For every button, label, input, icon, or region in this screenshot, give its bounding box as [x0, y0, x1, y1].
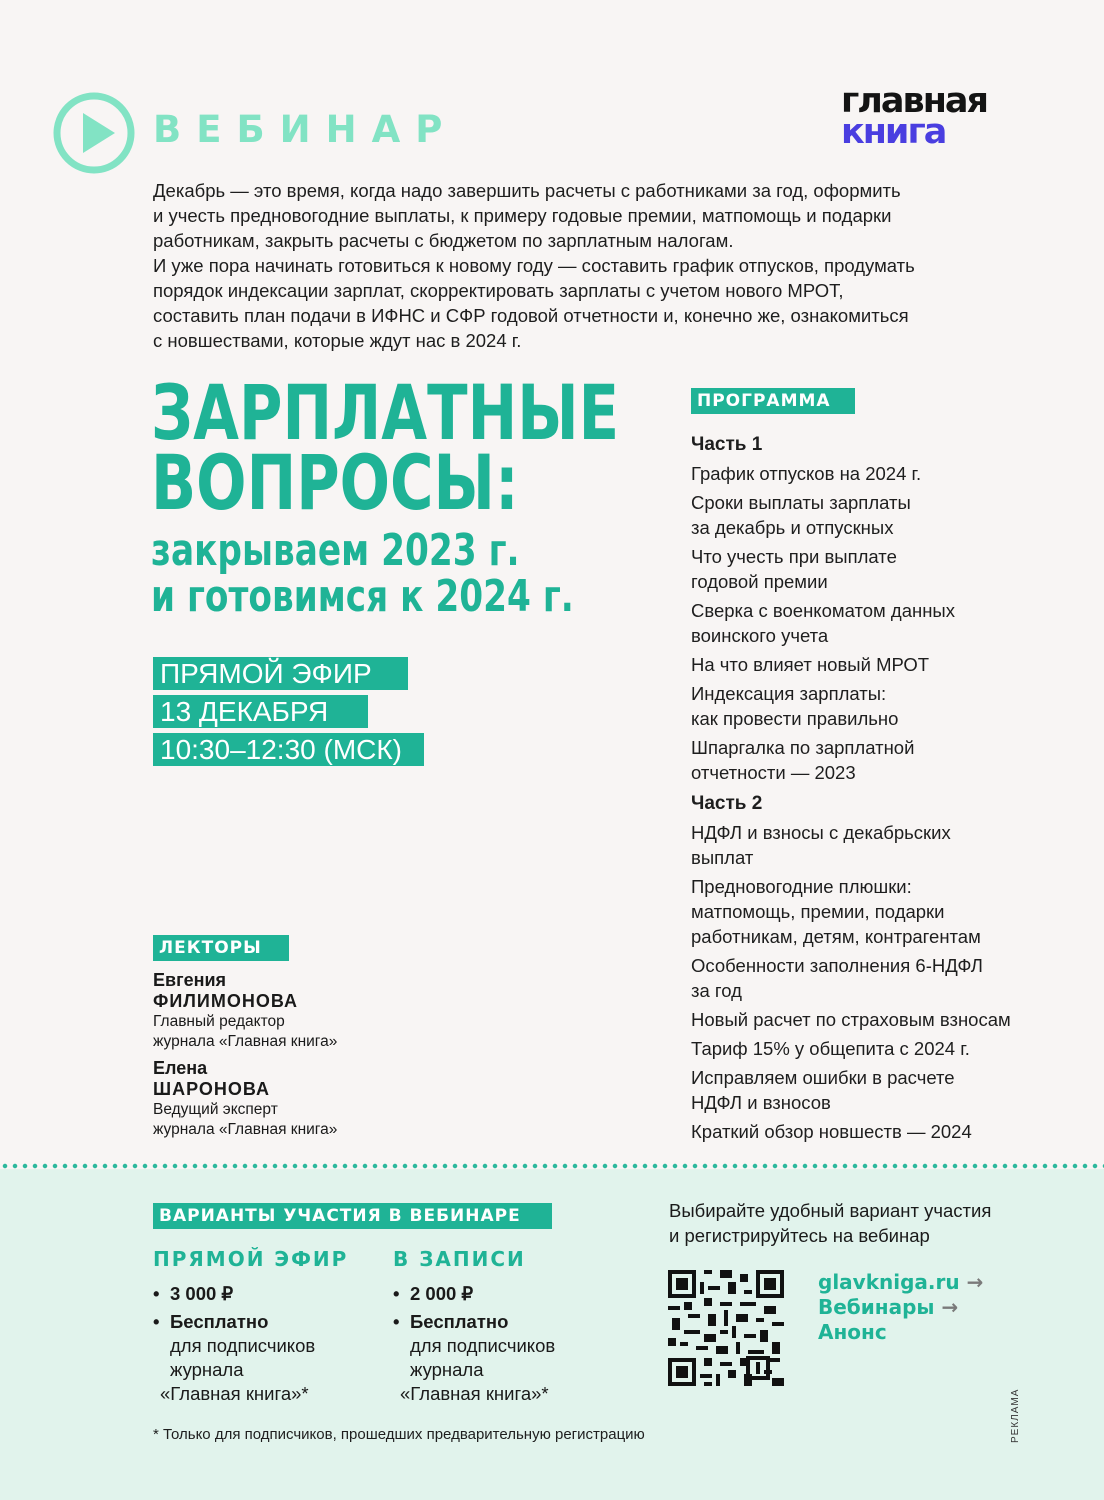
option-recorded-price-item: [393, 1282, 555, 1306]
link-webinars-label: Вебинары: [818, 1295, 935, 1319]
webinar-title: ВЕБИНАР: [153, 108, 458, 151]
live-time: 10:30–12:30 (МСК): [153, 733, 424, 766]
option-recorded-list: [393, 1282, 555, 1410]
lectors-list: [153, 970, 453, 1146]
program-list: [691, 432, 1091, 1148]
logo-line-2: книга: [841, 112, 946, 152]
intro-text: [153, 178, 1033, 353]
arrow-right-icon: →: [941, 1295, 959, 1319]
option-recorded-price: 2 000 ₽: [410, 1283, 474, 1304]
option-recorded-free-item: [393, 1310, 555, 1406]
option-live-price: 3 000 ₽: [170, 1283, 234, 1304]
main-subtitle-line-1: закрываем 2023 г.: [151, 525, 520, 576]
option-live-title: ПРЯМОЙ ЭФИР: [153, 1247, 349, 1271]
program-item: На что влияет новый МРОТ: [691, 654, 930, 675]
lector-role: журнала «Главная книга»: [153, 1121, 338, 1138]
program-item: Сверка с военкоматом данных воинского учета: [691, 600, 955, 646]
program-item: Шпаргалка по зарплатной отчетности — 2023: [691, 737, 915, 783]
option-live-price-item: [153, 1282, 315, 1306]
link-announce-label: Анонс: [818, 1320, 887, 1344]
link-announce[interactable]: [818, 1320, 983, 1345]
option-live-note: «Главная книга»*: [160, 1383, 309, 1404]
main-title-line-1: ЗАРПЛАТНЫЕ: [151, 368, 620, 457]
intro-line: И уже пора начинать готовиться к новому году — составить график отпусков, продумать: [153, 255, 915, 276]
qr-code-icon[interactable]: [668, 1270, 784, 1386]
program-item: Тариф 15% у общепита с 2024 г.: [691, 1038, 970, 1059]
arrow-right-icon: →: [966, 1270, 984, 1294]
program-item: График отпусков на 2024 г.: [691, 463, 922, 484]
logo[interactable]: [841, 81, 1023, 152]
option-recorded-free: Бесплатно: [410, 1311, 509, 1332]
intro-line: Декабрь — это время, когда надо завершить расчеты с работниками за год, оформить: [153, 180, 901, 201]
live-label: ПРЯМОЙ ЭФИР: [153, 657, 408, 690]
ad-label: РЕКЛАМА: [1010, 1388, 1021, 1443]
intro-line: и учесть предновогодние выплаты, к примеру годовые премии, матпомощь и подарки: [153, 205, 892, 226]
program-item: Предновогодние плюшки: матпомощь, премии, подарки работникам, детям, контрагентам: [691, 876, 981, 947]
option-live-free-item: [153, 1310, 315, 1406]
program-item: Особенности заполнения 6-НДФЛ за год: [691, 955, 983, 1001]
link-webinars[interactable]: [818, 1295, 983, 1320]
lector-role: журнала «Главная книга»: [153, 1033, 338, 1050]
play-icon: [52, 91, 136, 175]
link-glavkniga[interactable]: [818, 1270, 983, 1295]
lector-role: Главный редактор: [153, 1013, 285, 1030]
option-live-note: для подписчиков: [170, 1335, 316, 1356]
option-live-list: [153, 1282, 315, 1410]
main-title-line-2: ВОПРОСЫ:: [151, 438, 519, 527]
lector-card: [153, 970, 453, 1052]
program-item: Исправляем ошибки в расчете НДФЛ и взносов: [691, 1067, 955, 1113]
lector-last-name: ФИЛИМОНОВА: [153, 991, 298, 1011]
lector-role: Ведущий эксперт: [153, 1101, 278, 1118]
program-part-2-title: Часть 2: [691, 793, 763, 814]
options-label: ВАРИАНТЫ УЧАСТИЯ В ВЕБИНАРЕ: [153, 1203, 552, 1229]
program-item: Сроки выплаты зарплаты за декабрь и отпускных: [691, 492, 911, 538]
option-recorded-note: для подписчиков: [410, 1335, 556, 1356]
footnote: * Только для подписчиков, прошедших предварительную регистрацию: [153, 1426, 645, 1443]
program-label: ПРОГРАММА: [691, 388, 855, 414]
program-item: Индексация зарплаты: как провести правильно: [691, 683, 899, 729]
option-live-note: журнала: [170, 1359, 244, 1380]
intro-line: порядок индексации зарплат, скорректировать зарплаты с учетом нового МРОТ,: [153, 280, 844, 301]
option-live-free: Бесплатно: [170, 1311, 269, 1332]
lector-last-name: ШАРОНОВА: [153, 1079, 270, 1099]
option-recorded-note: журнала: [410, 1359, 484, 1380]
program-item: Новый расчет по страховым взносам: [691, 1009, 1011, 1030]
main-subtitle-line-2: и готовимся к 2024 г.: [151, 571, 574, 622]
intro-line: с новшествами, которые ждут нас в 2024 г.: [153, 330, 522, 351]
lectors-label: ЛЕКТОРЫ: [153, 935, 289, 961]
cta-text: Выбирайте удобный вариант участия и регистрируйтесь на вебинар: [669, 1200, 992, 1246]
lector-first-name: Евгения: [153, 970, 227, 990]
option-recorded-title: В ЗАПИСИ: [393, 1247, 526, 1271]
lector-first-name: Елена: [153, 1058, 208, 1078]
main-title: [151, 368, 620, 622]
link-glavkniga-label: glavkniga.ru: [818, 1270, 960, 1294]
program-item: Краткий обзор новшеств — 2024: [691, 1121, 972, 1142]
program-part-1-title: Часть 1: [691, 434, 763, 455]
program-item: Что учесть при выплате годовой премии: [691, 546, 897, 592]
intro-line: составить план подачи в ИФНС и СФР годовой отчетности и, конечно же, ознакомиться: [153, 305, 909, 326]
live-date: 13 ДЕКАБРЯ: [153, 695, 368, 728]
lector-card: [153, 1058, 453, 1140]
program-item: НДФЛ и взносы с декабрьских выплат: [691, 822, 951, 868]
cta-links: [818, 1270, 983, 1345]
option-recorded-note: «Главная книга»*: [400, 1383, 549, 1404]
logo-line-1: главная: [841, 81, 987, 121]
intro-line: работникам, закрыть расчеты с бюджетом по зарплатным налогам.: [153, 230, 734, 251]
